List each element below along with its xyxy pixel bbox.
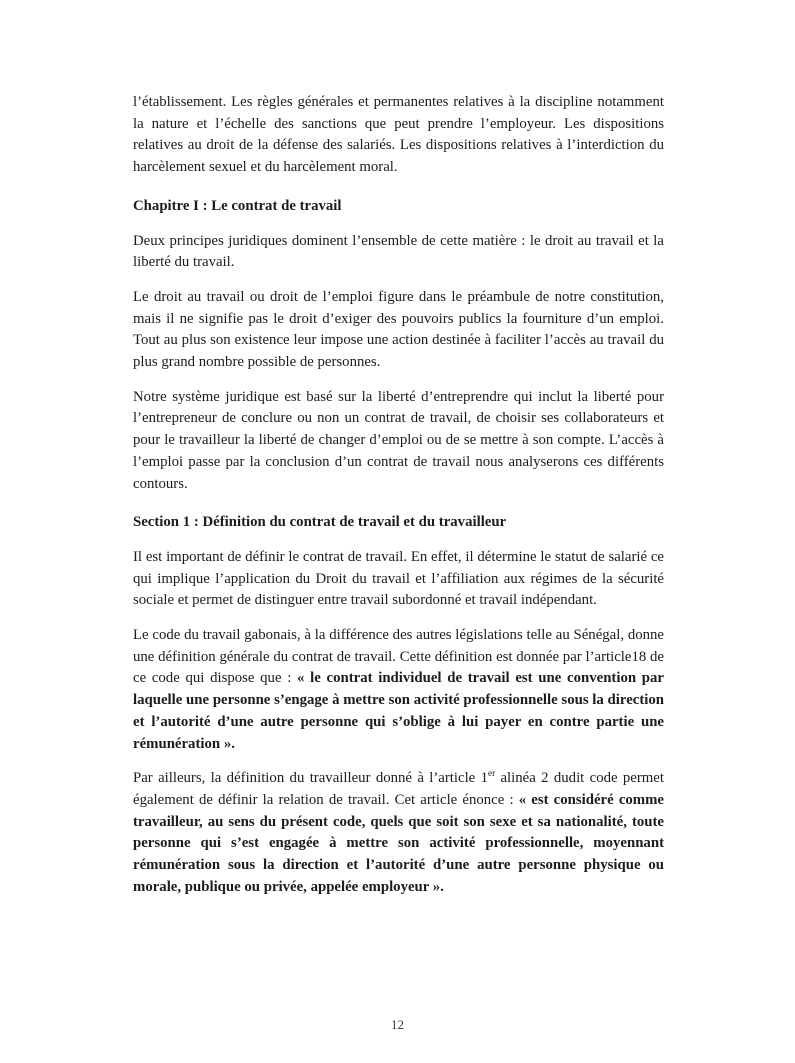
- text-segment: Section 1 : Définition du contrat de travail et du travailleur: [133, 514, 507, 531]
- text-segment: Le code du travail gabonais, à la différence des autres législations telle au Sénégal, donne une définition générale du contrat de travail. Cette définition est donnée par l’article18 de ce code qui dispose que :: [133, 627, 664, 687]
- text-segment: Notre système juridique est basé sur la liberté d’entreprendre qui inclut la liberté pour l’entrepreneur de conclure ou non un contrat de travail, de choisir ses collaborateurs et pour le travailleur la liberté de changer d’emploi ou de se mettre à son compte. L’accès à l’emploi passe par la conclusion d’un contrat de travail nous analyserons ces différents contours.: [133, 388, 664, 492]
- text-segment: Il est important de définir le contrat de travail. En effet, il détermine le statut de salarié ce qui implique l’application du Droit du travail et l’affiliation aux régimes de la sécurité sociale et permet de distinguer entre travail subordonné et travail indépendant.: [133, 548, 664, 609]
- text-segment: alinéa 2 dudit code permet également de définir la relation de travail. Cet article énonce :: [133, 770, 664, 808]
- paragraph: [133, 547, 664, 612]
- text-segment: Deux principes juridiques dominent l’ensemble de cette matière : le droit au travail et la liberté du travail.: [133, 232, 664, 271]
- text-segment: Chapitre I : Le contrat de travail: [133, 197, 342, 214]
- document-content: [133, 92, 664, 912]
- text-segment: er: [488, 768, 496, 779]
- paragraph: [133, 768, 664, 898]
- text-segment: Par ailleurs, la définition du travailleur donné à l’article 1: [133, 770, 488, 787]
- text-segment: l’établissement. Les règles générales et permanentes relatives à la discipline notamment la nature et l’échelle des sanctions que peut prendre l’employeur. Les dispositions relatives au droit de la défense des salariés. Les dispositions relatives à l’interdiction du harcèlement sexuel et du harcèlement moral.: [133, 94, 664, 176]
- section-heading: [133, 196, 664, 218]
- paragraph: [133, 92, 664, 179]
- paragraph: [133, 287, 664, 374]
- page-number: 12: [391, 1017, 404, 1032]
- text-segment: Le droit au travail ou droit de l’emploi figure dans le préambule de notre constitution, mais il ne signifie pas le droit d’exiger des pouvoirs publics la fourniture d’un emploi. Tout au plus son existence leur impose une action destinée à faciliter l’accès au travail du plus grand nombre possible de personnes.: [133, 288, 664, 371]
- paragraph: [133, 231, 664, 274]
- paragraph: [133, 387, 664, 496]
- paragraph: [133, 625, 664, 755]
- text-segment: « le contrat individuel de travail est une convention par laquelle une personne s’engage à mettre son activité professionnelle sous la direction et l’autorité d’une autre personne qui s’oblige à lui payer en contre partie une rémunération ».: [133, 670, 664, 752]
- section-heading: [133, 512, 664, 534]
- text-segment: « est considéré comme travailleur, au sens du présent code, quels que soit son sexe et sa nationalité, toute personne qui s’est engagée à mettre son activité professionnelle, moyennant rémunération sous la direction et l’autorité d’une autre personne physique ou morale, publique ou privée, appelée employeur ».: [133, 791, 665, 895]
